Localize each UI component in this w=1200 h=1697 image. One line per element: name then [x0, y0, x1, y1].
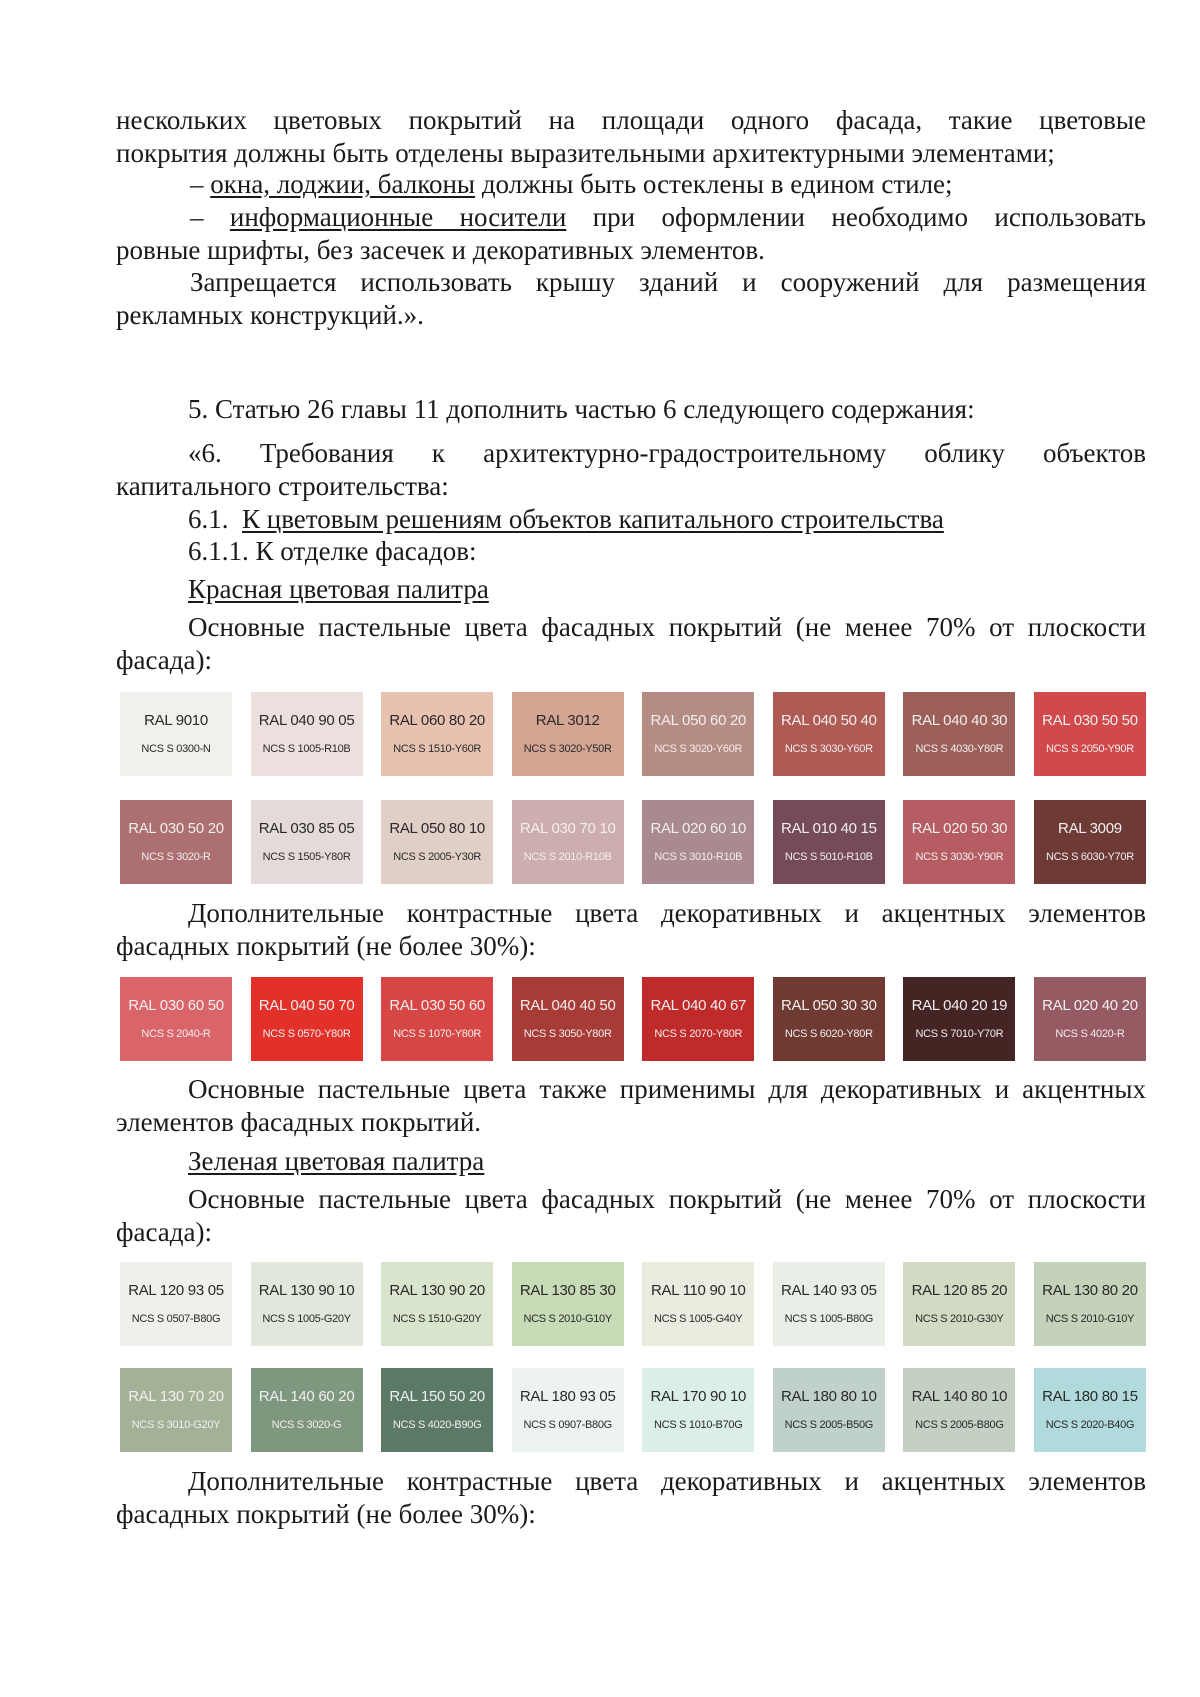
paragraph-article-26: 5. Статью 26 главы 11 дополнить частью 6 следующего содержания: — [188, 394, 975, 424]
swatch-ral-code: RAL 040 50 40 — [781, 712, 877, 729]
swatch-ral-code: RAL 130 85 30 — [519, 1282, 616, 1299]
swatch-ncs-code: NCS S 6030-Y70R — [1046, 851, 1134, 863]
swatch-ral-code: RAL 030 60 50 — [128, 997, 224, 1014]
swatch-ncs-code: NCS S 2020-B40G — [1045, 1419, 1135, 1431]
swatch-ncs-code: NCS S 2040-R — [141, 1028, 211, 1040]
color-swatch — [903, 1368, 1015, 1452]
swatch-ral-code: RAL 3012 — [535, 712, 600, 729]
swatch-ncs-code: NCS S 2010-R10B — [523, 851, 612, 863]
swatch-ral-code: RAL 030 50 60 — [389, 997, 485, 1014]
swatch-ral-code: RAL 140 60 20 — [258, 1388, 355, 1405]
swatch-ral-code: RAL 040 40 30 — [911, 712, 1008, 729]
swatch-ral-code: RAL 110 90 10 — [650, 1282, 746, 1299]
color-swatch — [381, 800, 493, 884]
paragraph-roof-ban-line2: рекламных конструкций.». — [116, 300, 424, 330]
red-add-caption-line2: фасадных покрытий (не более 30%): — [116, 931, 536, 961]
swatch-ral-code: RAL 140 93 05 — [781, 1282, 877, 1299]
swatch-ncs-code: NCS S 0907-B80G — [523, 1419, 612, 1431]
bullet-info-carriers: – информационные носители при оформлении необходимо использовать — [190, 202, 1146, 232]
swatch-ncs-code: NCS S 2070-Y80R — [654, 1028, 743, 1040]
swatch-ncs-code: NCS S 4020-B90G — [392, 1419, 482, 1431]
color-swatch — [642, 800, 754, 884]
swatch-ncs-code: NCS S 1005-G40Y — [654, 1313, 743, 1325]
red-main-caption: Основные пастельные цвета фасадных покрытий (не менее 70% от плоскости — [188, 612, 1146, 642]
color-swatch — [1034, 1262, 1146, 1346]
color-swatch — [903, 800, 1015, 884]
swatch-row — [120, 1262, 1146, 1346]
swatch-ral-code: RAL 020 60 10 — [650, 820, 747, 837]
color-swatch — [512, 1262, 624, 1346]
swatch-ncs-code: NCS S 4020-R — [1055, 1028, 1125, 1040]
swatch-ral-code: RAL 050 80 10 — [389, 820, 485, 837]
color-swatch — [120, 1262, 232, 1346]
swatch-ral-code: RAL 030 50 20 — [128, 820, 224, 837]
swatch-ral-code: RAL 050 30 30 — [781, 997, 877, 1014]
swatch-ncs-code: NCS S 5010-R10B — [784, 851, 873, 863]
swatch-ral-code: RAL 3009 — [1058, 820, 1122, 837]
color-swatch — [773, 1368, 885, 1452]
red-note: Основные пастельные цвета также применимы для декоративных и акцентных — [188, 1074, 1146, 1104]
color-swatch — [120, 800, 232, 884]
color-swatch — [251, 1262, 363, 1346]
color-swatch — [903, 692, 1015, 776]
swatch-ncs-code: NCS S 3050-Y80R — [523, 1028, 612, 1040]
swatch-ncs-code: NCS S 3030-Y60R — [784, 743, 873, 755]
red-note-line2: элементов фасадных покрытий. — [116, 1107, 482, 1137]
swatch-ncs-code: NCS S 1510-G20Y — [392, 1313, 482, 1325]
green-main-caption-line2: фасада): — [116, 1217, 212, 1247]
color-swatch — [381, 692, 493, 776]
swatch-ral-code: RAL 130 90 20 — [389, 1282, 485, 1299]
color-swatch — [773, 977, 885, 1061]
green-main-swatch-grid — [120, 1262, 1146, 1452]
swatch-ral-code: RAL 9010 — [144, 712, 208, 729]
color-swatch — [512, 692, 624, 776]
paragraph-roof-ban: Запрещается использовать крышу зданий и сооружений для размещения — [190, 267, 1146, 297]
swatch-ral-code: RAL 130 90 10 — [258, 1282, 355, 1299]
swatch-ncs-code: NCS S 2010-G10Y — [523, 1313, 612, 1325]
color-swatch — [642, 977, 754, 1061]
swatch-ral-code: RAL 120 93 05 — [128, 1282, 224, 1299]
swatch-ncs-code: NCS S 0300-N — [141, 743, 211, 755]
swatch-ral-code: RAL 180 80 10 — [781, 1388, 877, 1405]
paragraph-facade-coverings: нескольких цветовых покрытий на площади одного фасада, такие цветовые — [116, 105, 1146, 135]
color-swatch — [381, 1368, 493, 1452]
swatch-ral-code: RAL 180 93 05 — [519, 1388, 616, 1405]
swatch-ncs-code: NCS S 1010-B70G — [654, 1419, 743, 1431]
heading-green-palette: Зеленая цветовая палитра — [188, 1146, 485, 1176]
red-main-caption-line2: фасада): — [116, 645, 212, 675]
red-main-swatch-grid — [120, 692, 1146, 884]
color-swatch — [1034, 1368, 1146, 1452]
swatch-ncs-code: NCS S 0570-Y80R — [262, 1028, 351, 1040]
color-swatch — [1034, 692, 1146, 776]
swatch-ral-code: RAL 130 80 20 — [1042, 1282, 1138, 1299]
swatch-ral-code: RAL 040 40 50 — [519, 997, 616, 1014]
swatch-ncs-code: NCS S 1505-Y80R — [262, 851, 351, 863]
bullet-windows: – окна, лоджии, балконы должны быть остеклены в едином стиле; — [190, 169, 953, 199]
swatch-row — [120, 1368, 1146, 1452]
swatch-ral-code: RAL 040 20 19 — [911, 997, 1008, 1014]
swatch-ncs-code: NCS S 2005-B80G — [915, 1419, 1004, 1431]
swatch-ral-code: RAL 020 40 20 — [1042, 997, 1138, 1014]
color-swatch — [251, 800, 363, 884]
green-add-caption: Дополнительные контрастные цвета декоративных и акцентных элементов — [188, 1466, 1146, 1496]
swatch-ral-code: RAL 040 40 67 — [650, 997, 747, 1014]
swatch-ral-code: RAL 030 85 05 — [258, 820, 355, 837]
swatch-ncs-code: NCS S 0507-B80G — [131, 1313, 221, 1325]
swatch-ncs-code: NCS S 2005-Y30R — [393, 851, 482, 863]
color-swatch — [642, 692, 754, 776]
swatch-ncs-code: NCS S 2010-G10Y — [1045, 1313, 1135, 1325]
red-add-swatch-grid — [120, 977, 1146, 1061]
swatch-ral-code: RAL 140 80 10 — [911, 1388, 1008, 1405]
bullet-info-carriers-line2: ровные шрифты, без засечек и декоративных элементов. — [116, 235, 765, 265]
color-swatch — [381, 1262, 493, 1346]
color-swatch — [381, 977, 493, 1061]
swatch-ncs-code: NCS S 2010-G30Y — [915, 1313, 1004, 1325]
color-swatch — [773, 692, 885, 776]
paragraph-requirements-line2: капитального строительства: — [116, 471, 449, 501]
swatch-ncs-code: NCS S 1510-Y60R — [393, 743, 482, 755]
paragraph-facade-coverings-line2: покрытия должны быть отделены выразительными архитектурными элементами; — [116, 138, 1055, 168]
swatch-ral-code: RAL 030 70 10 — [519, 820, 616, 837]
color-swatch — [512, 800, 624, 884]
color-swatch — [773, 1262, 885, 1346]
swatch-ncs-code: NCS S 3030-Y90R — [915, 851, 1004, 863]
swatch-ncs-code: NCS S 3020-Y60R — [654, 743, 743, 755]
swatch-row — [120, 800, 1146, 884]
swatch-ral-code: RAL 120 85 20 — [911, 1282, 1008, 1299]
color-swatch — [773, 800, 885, 884]
color-swatch — [1034, 800, 1146, 884]
swatch-ral-code: RAL 180 80 15 — [1042, 1388, 1138, 1405]
swatch-ncs-code: NCS S 3010-G20Y — [131, 1419, 221, 1431]
swatch-ncs-code: NCS S 2005-B50G — [784, 1419, 874, 1431]
paragraph-requirements: «6. Требования к архитектурно-градостроительному облику объектов — [188, 438, 1146, 468]
swatch-ral-code: RAL 150 50 20 — [389, 1388, 485, 1405]
swatch-ncs-code: NCS S 1005-G20Y — [262, 1313, 351, 1325]
swatch-ncs-code: NCS S 7010-Y70R — [915, 1028, 1004, 1040]
clause-6-1-1: 6.1.1. К отделке фасадов: — [188, 536, 477, 566]
green-main-caption: Основные пастельные цвета фасадных покрытий (не менее 70% от плоскости — [188, 1184, 1146, 1214]
heading-red-palette: Красная цветовая палитра — [188, 574, 489, 604]
swatch-ncs-code: NCS S 4030-Y80R — [915, 743, 1004, 755]
swatch-ral-code: RAL 010 40 15 — [781, 820, 877, 837]
swatch-ncs-code: NCS S 3020-G — [271, 1419, 342, 1431]
swatch-ral-code: RAL 170 90 10 — [650, 1388, 747, 1405]
swatch-row — [120, 692, 1146, 776]
color-swatch — [1034, 977, 1146, 1061]
swatch-ral-code: RAL 040 50 70 — [258, 997, 355, 1014]
swatch-ncs-code: NCS S 6020-Y80R — [784, 1028, 873, 1040]
swatch-ncs-code: NCS S 3010-R10B — [654, 851, 743, 863]
color-swatch — [903, 1262, 1015, 1346]
color-swatch — [120, 977, 232, 1061]
red-add-caption: Дополнительные контрастные цвета декоративных и акцентных элементов — [188, 898, 1146, 928]
swatch-ncs-code: NCS S 3020-R — [141, 851, 211, 863]
color-swatch — [512, 977, 624, 1061]
color-swatch — [120, 1368, 232, 1452]
swatch-ral-code: RAL 030 50 50 — [1042, 712, 1138, 729]
color-swatch — [251, 1368, 363, 1452]
swatch-ncs-code: NCS S 1005-R10B — [262, 743, 351, 755]
color-swatch — [251, 692, 363, 776]
swatch-ral-code: RAL 060 80 20 — [389, 712, 485, 729]
green-add-caption-line2: фасадных покрытий (не более 30%): — [116, 1499, 536, 1529]
color-swatch — [642, 1368, 754, 1452]
swatch-ncs-code: NCS S 2050-Y90R — [1046, 743, 1134, 755]
swatch-ral-code: RAL 040 90 05 — [258, 712, 355, 729]
color-swatch — [642, 1262, 754, 1346]
clause-6-1: 6.1. К цветовым решениям объектов капитального строительства — [188, 504, 944, 534]
swatch-ral-code: RAL 130 70 20 — [128, 1388, 224, 1405]
swatch-ncs-code: NCS S 3020-Y50R — [523, 743, 612, 755]
swatch-row — [120, 977, 1146, 1061]
swatch-ral-code: RAL 050 60 20 — [650, 712, 747, 729]
color-swatch — [512, 1368, 624, 1452]
swatch-ncs-code: NCS S 1070-Y80R — [393, 1028, 482, 1040]
swatch-ral-code: RAL 020 50 30 — [911, 820, 1008, 837]
color-swatch — [903, 977, 1015, 1061]
swatch-ncs-code: NCS S 1005-B80G — [784, 1313, 874, 1325]
color-swatch — [120, 692, 232, 776]
color-swatch — [251, 977, 363, 1061]
